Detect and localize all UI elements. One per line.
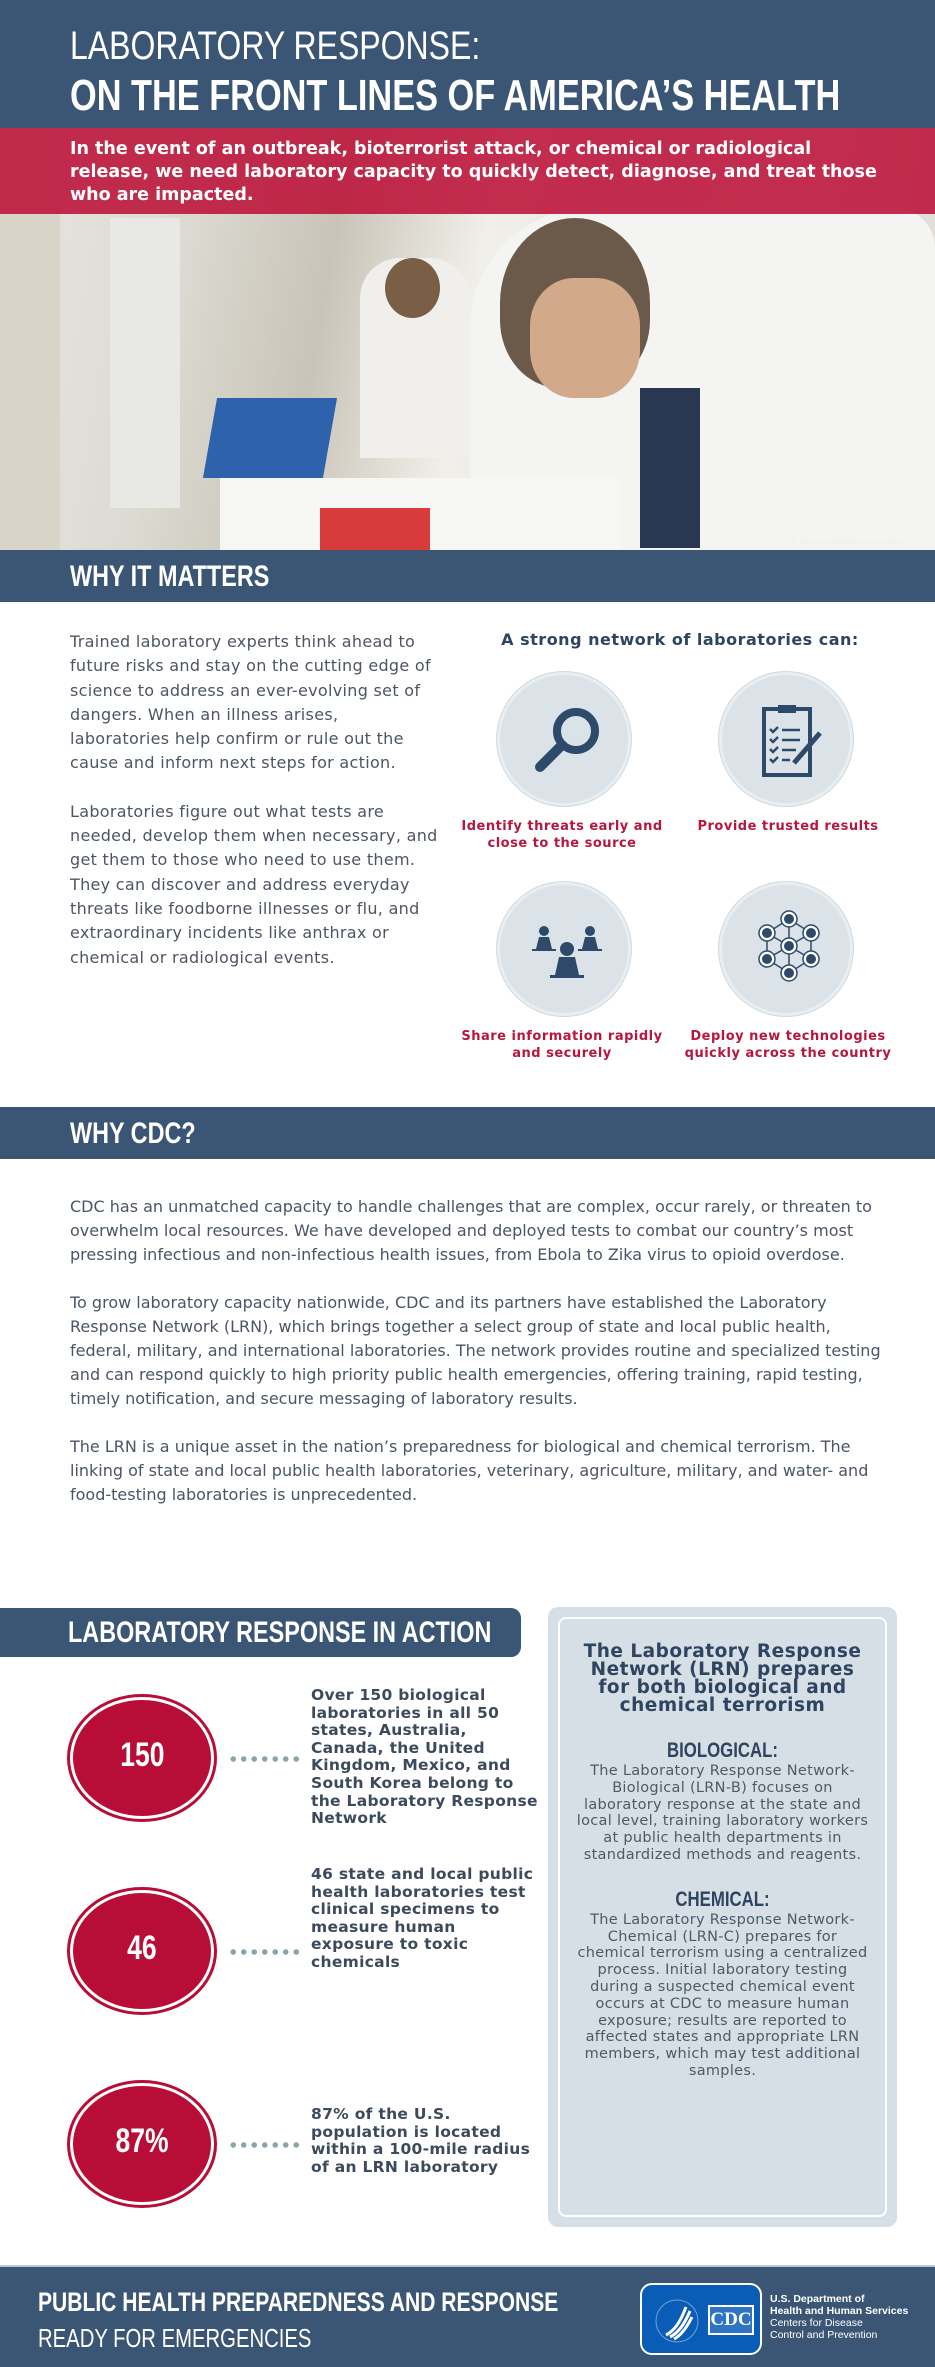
why-it-matters-text	[70, 630, 440, 970]
magnifying-glass-icon	[497, 672, 631, 806]
paragraph: CDC has an unmatched capacity to handle challenges that are complex, occur rarely, or threaten to overwhelm local resources. We have developed and deployed tests to combat our country’s most pressing infectious and non-infectious health issues, from Ebola to Zika virus to opioid overdose.	[70, 1197, 872, 1264]
dotted-connector	[228, 1756, 300, 1762]
title-line-1: LABORATORY RESPONSE:	[70, 24, 481, 68]
in-action-header	[0, 1608, 521, 1657]
stat-circle	[70, 2083, 214, 2205]
stat-value: 150	[119, 1736, 165, 1774]
chemical-text: The Laboratory Response Network-Chemical (LRN-C) prepares for chemical terrorism using a centralized process. Initial laboratory testing during a suspected chemical event occurs at CDC to measure human exposure; results are reported to affected states and appropriate LRN members, which may test additional samples.	[577, 1911, 868, 2079]
why-cdc-header	[0, 1107, 935, 1159]
section-heading: LABORATORY RESPONSE IN ACTION	[68, 1616, 492, 1649]
section-heading: WHY CDC?	[70, 1117, 196, 1150]
network-nodes-icon	[719, 882, 853, 1016]
dotted-connector	[228, 2142, 300, 2148]
stat-text: 87% of the U.S. population is located within a 100-mile radius of an LRN laboratory	[311, 2105, 531, 2176]
biological-heading: BIOLOGICAL:	[666, 1739, 779, 1762]
dotted-connector	[228, 1949, 300, 1955]
lrn-info-box	[548, 1607, 897, 2227]
capability-label: Identify threats early and close to the source	[461, 819, 663, 851]
stat-value: 46	[127, 1929, 157, 1967]
stat-value: 87%	[115, 2122, 169, 2160]
hhs-line: Control and Prevention	[770, 2329, 878, 2341]
network-title: A strong network of laboratories can:	[501, 630, 859, 649]
capability-label: Provide trusted results	[697, 819, 879, 834]
why-cdc-text	[70, 1195, 890, 1531]
hhs-line: Centers for Disease	[770, 2317, 863, 2329]
capability-label: Share information rapidly and securely	[461, 1029, 663, 1061]
why-it-matters-header	[0, 550, 935, 602]
capability-label: Deploy new technologies quickly across the country	[684, 1029, 892, 1061]
paragraph: Laboratories figure out what tests are needed, develop them when necessary, and get them to those who need to use them. They can discover and address everyday threats like foodborne illnesses or flu, and extraordinary incidents like anthrax or chemical or radiological events.	[70, 801, 438, 967]
chemical-heading: CHEMICAL:	[675, 1887, 770, 1911]
photo-credit: © David Snyder/CDC Foundation	[789, 538, 905, 546]
paragraph: To grow laboratory capacity nationwide, CDC and its partners have established the Laboratory Response Network (LRN), which brings together a select group of state and local public health, federal, military, and international laboratories. The network provides routine and specialized testing and can respond quickly to high priority public health emergencies, offering training, rapid testing, timely notification, and secure messaging of laboratory results.	[70, 1293, 881, 1408]
hhs-eagle-icon	[652, 2297, 702, 2345]
hhs-line: Health and Human Services	[770, 2305, 909, 2317]
box-title: The Laboratory Response Network (LRN) prepares for both biological and chemical terrorism	[583, 1641, 862, 1716]
stat-circle	[70, 1697, 214, 1819]
section-heading: WHY IT MATTERS	[70, 560, 270, 593]
stat-circle	[70, 1890, 214, 2012]
footer-subtitle: READY FOR EMERGENCIES	[38, 2323, 312, 2353]
hhs-line: U.S. Department of	[770, 2293, 865, 2305]
footer	[0, 2265, 935, 2367]
stat-text: 46 state and local public health laboratories test clinical specimens to measure human exposure to toxic chemicals	[311, 1865, 534, 1971]
people-computers-icon	[497, 882, 631, 1016]
stat-text: Over 150 biological laboratories in all 50 states, Australia, Canada, the United Kingdom, Mexico, and South Korea belong to the Laboratory Response Network	[311, 1686, 538, 1828]
title-line-2: ON THE FRONT LINES OF AMERICA’S HEALTH	[70, 71, 841, 120]
footer-title: PUBLIC HEALTH PREPAREDNESS AND RESPONSE	[38, 2287, 559, 2317]
cdc-logo	[640, 2283, 762, 2355]
lead-text: In the event of an outbreak, bioterrorist attack, or chemical or radiological release, we need laboratory capacity to quickly detect, diagnose, and treat those who are impacted.	[70, 139, 877, 205]
cdc-logo-text: CDC	[708, 2305, 754, 2335]
paragraph: The LRN is a unique asset in the nation’s preparedness for biological and chemical terrorism. The linking of state and local public health laboratories, veterinary, agriculture, military, and water- and food-testing laboratories is unprecedented.	[70, 1437, 869, 1504]
hhs-text	[770, 2293, 908, 2341]
clipboard-checklist-icon	[719, 672, 853, 806]
paragraph: Trained laboratory experts think ahead to future risks and stay on the cutting edge of science to address an ever-evolving set of dangers. When an illness arises, laboratories help confirm or rule out the cause and inform next steps for action.	[70, 632, 431, 773]
biological-text: The Laboratory Response Network-Biological (LRN-B) focuses on laboratory response at the state and local level, training laboratory workers at public health departments in standardized methods and reagents.	[576, 1763, 869, 1863]
